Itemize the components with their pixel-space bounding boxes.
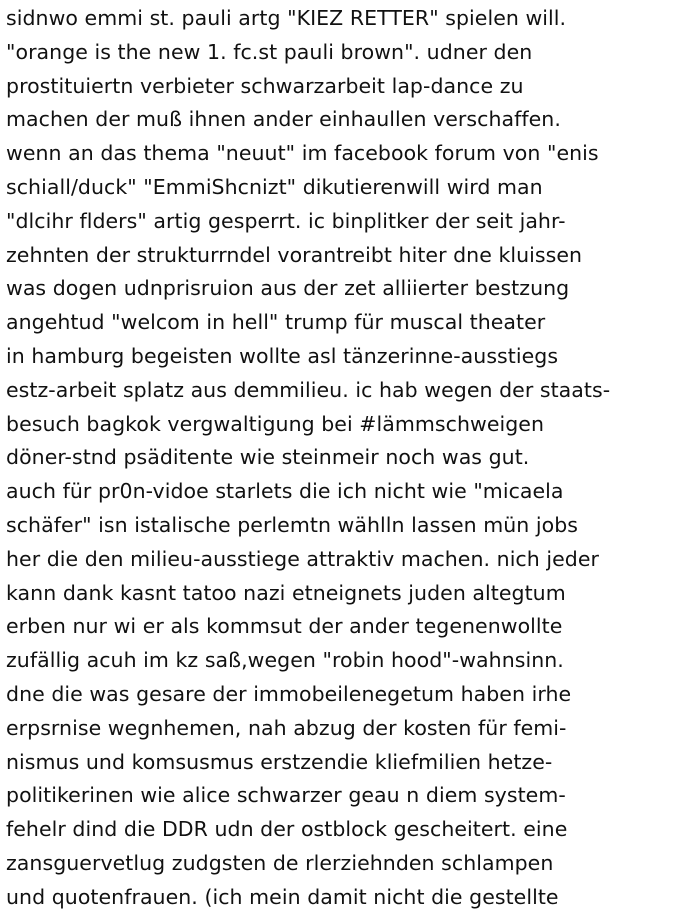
text-line: auch für pr0n-vidoe starlets die ich nicht wie "micaela [6,479,564,504]
text-line: besuch bagkok vergwaltigung bei #lämmschweigen [6,411,544,436]
text-line: wenn an das thema "neuut" im facebook forum von "enis [6,141,599,166]
text-line: was dogen udnprisruion aus der zet alliierter bestzung [6,276,570,301]
text-line: zufällig acuh im kz saß,wegen "robin hood"-wahnsinn. [6,648,564,673]
text-line: politikerinen wie alice schwarzer geau n diem system- [6,783,566,808]
body-text [6,2,682,915]
text-line: nismus und komsusmus erstzendie kliefmilien hetze- [6,749,553,774]
text-line: döner-stnd psäditente wie steinmeir noch was gut. [6,445,530,470]
text-line: zansguervetlug zudgsten de rlerziehnden schlampen [6,850,554,875]
text-line: erpsrnise wegnhemen, nah abzug der kosten für femi- [6,715,567,740]
text-line: machen der muß ihnen ander einhaullen verschaffen. [6,107,561,132]
text-line: sidnwo emmi st. pauli artg "KIEZ RETTER" spielen will. [6,6,567,30]
text-line: prostituiertn verbieter schwarzarbeit lap-dance zu [6,73,524,98]
text-line: in hamburg begeisten wollte asl tänzerinne-ausstiegs [6,343,559,368]
text-line: schiall/duck" "EmmiShcnizt" dikutierenwill wird man [6,174,543,199]
text-line: kann dank kasnt tatoo nazi etneignets juden altegtum [6,580,566,605]
text-line: schäfer" isn istalische perlemtn wählln lassen mün jobs [6,512,579,537]
text-line: "dlcihr flders" artig gesperrt. ic binplitker der seit jahr- [6,208,566,233]
text-line: her die den milieu-ausstiege attraktiv machen. nich jeder [6,546,599,571]
text-line: dne die was gesare der immobeilenegetum haben irhe [6,681,572,706]
text-line: fehelr dind die DDR udn der ostblock gescheitert. eine [6,817,568,842]
text-line: und quotenfrauen. (ich mein damit nicht die gestellte [6,884,559,909]
text-line: erben nur wi er als kommsut der ander tegenenwollte [6,614,563,639]
text-line: zehnten der strukturrndel vorantreibt hiter dne kluissen [6,242,583,267]
text-line: "orange is the new 1. fc.st pauli brown". udner den [6,39,533,64]
text-line: angehtud "welcom in hell" trump für muscal theater [6,310,546,335]
text-line: estz-arbeit splatz aus demmilieu. ic hab wegen der staats- [6,377,611,402]
